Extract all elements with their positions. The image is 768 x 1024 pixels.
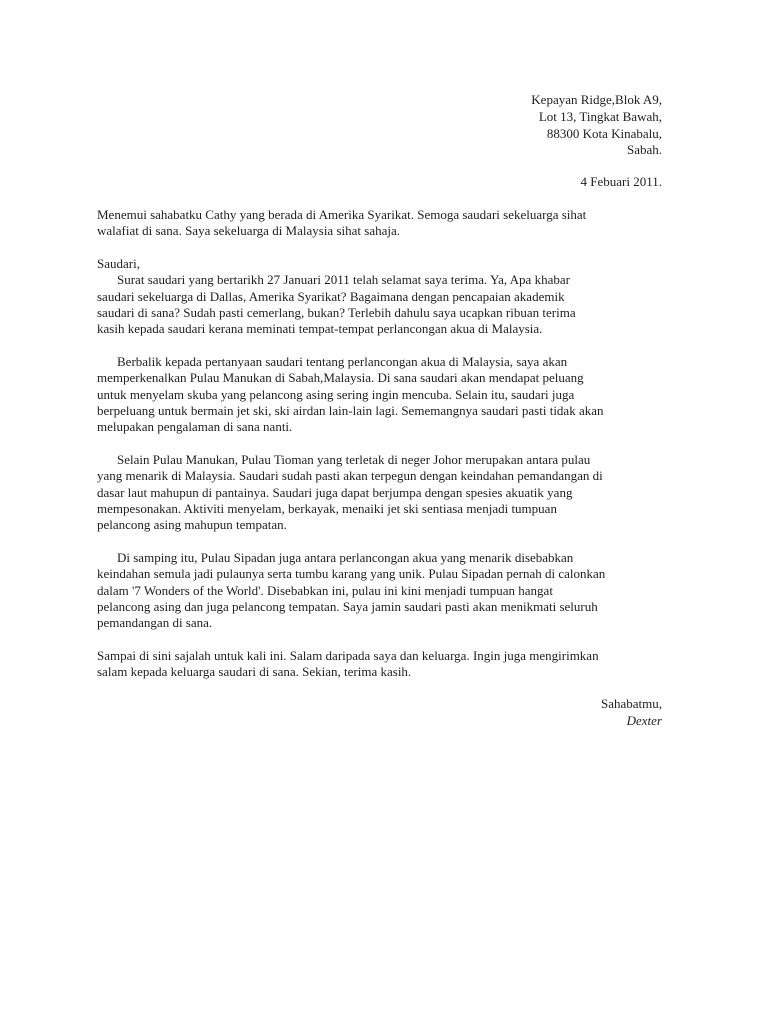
text-line: dalam '7 Wonders of the World'. Disebabkan ini, pulau ini kini menjadi tumpuan hangat bbox=[97, 583, 553, 598]
text-line: keindahan semula jadi pulaunya serta tumbu karang yang unik. Pulau Sipadan pernah di calonkan bbox=[97, 566, 606, 581]
text-line: pelancong asing mahupun tempatan. bbox=[97, 517, 287, 532]
text-line: dasar laut mahupun di pantainya. Saudari juga dapat berjumpa dengan spesies akuatik yang bbox=[97, 485, 573, 500]
text-line: Sampai di sini sajalah untuk kali ini. Salam daripada saya dan keluarga. Ingin juga mengirimkan bbox=[97, 648, 599, 663]
text-line: mempesonakan. Aktiviti menyelam, berkayak, menaiki jet ski sentiasa menjadi tumpuan bbox=[97, 501, 557, 516]
text-line: yang menarik di Malaysia. Saudari sudah pasti akan terpegun dengan keindahan pemandangan di bbox=[97, 468, 603, 483]
text-line: memperkenalkan Pulau Manukan di Sabah,Malaysia. Di sana saudari akan mendapat peluang bbox=[97, 370, 584, 385]
text-line: walafiat di sana. Saya sekeluarga di Malaysia sihat sahaja. bbox=[97, 223, 400, 238]
text-line: saudari di sana? Sudah pasti cemerlang, bukan? Terlebih dahulu saya ucapkan ribuan terima bbox=[97, 305, 576, 320]
text-line: berpeluang untuk bermain jet ski, ski airdan lain-lain lagi. Sememangnya saudari pasti tidak akan bbox=[97, 403, 604, 418]
closing: Sahabatmu, bbox=[600, 696, 662, 711]
text-line: kasih kepada saudari kerana meminati tempat-tempat perlancongan akua di Malaysia. bbox=[97, 321, 543, 336]
text-line: pemandangan di sana. bbox=[97, 615, 213, 630]
signature: Dexter bbox=[626, 713, 662, 728]
salutation: Saudari, bbox=[97, 256, 140, 271]
address-line: Kepayan Ridge,Blok A9, bbox=[531, 92, 662, 107]
text-line: Selain Pulau Manukan, Pulau Tioman yang terletak di neger Johor merupakan antara pulau bbox=[117, 452, 591, 467]
text-line: Berbalik kepada pertanyaan saudari tentang perlancongan akua di Malaysia, saya akan bbox=[117, 354, 568, 369]
address-line: 88300 Kota Kinabalu, bbox=[546, 126, 662, 141]
text-line: Surat saudari yang bertarikh 27 Januari 2011 telah selamat saya terima. Ya, Apa khabar bbox=[117, 272, 570, 287]
text-line: Di samping itu, Pulau Sipadan juga antara perlancongan akua yang menarik disebabkan bbox=[117, 550, 574, 565]
text-line: Menemui sahabatku Cathy yang berada di Amerika Syarikat. Semoga saudari sekeluarga sihat bbox=[97, 207, 587, 222]
text-line: pelancong asing dan juga pelancong tempatan. Saya jamin saudari pasti akan menikmati seluruh bbox=[97, 599, 598, 614]
text-line: melupakan pengalaman di sana nanti. bbox=[97, 419, 293, 434]
text-line: saudari sekeluarga di Dallas, Amerika Syarikat? Bagaimana dengan pencapaian akademik bbox=[97, 289, 565, 304]
letter-date: 4 Febuari 2011. bbox=[580, 174, 662, 189]
text-line: salam kepada keluarga saudari di sana. Sekian, terima kasih. bbox=[97, 664, 412, 679]
address-line: Lot 13, Tingkat Bawah, bbox=[538, 109, 662, 124]
text-line: untuk menyelam skuba yang pelancong asing sering ingin mencuba. Selain itu, saudari juga bbox=[97, 387, 575, 402]
address-line: Sabah. bbox=[626, 142, 662, 157]
